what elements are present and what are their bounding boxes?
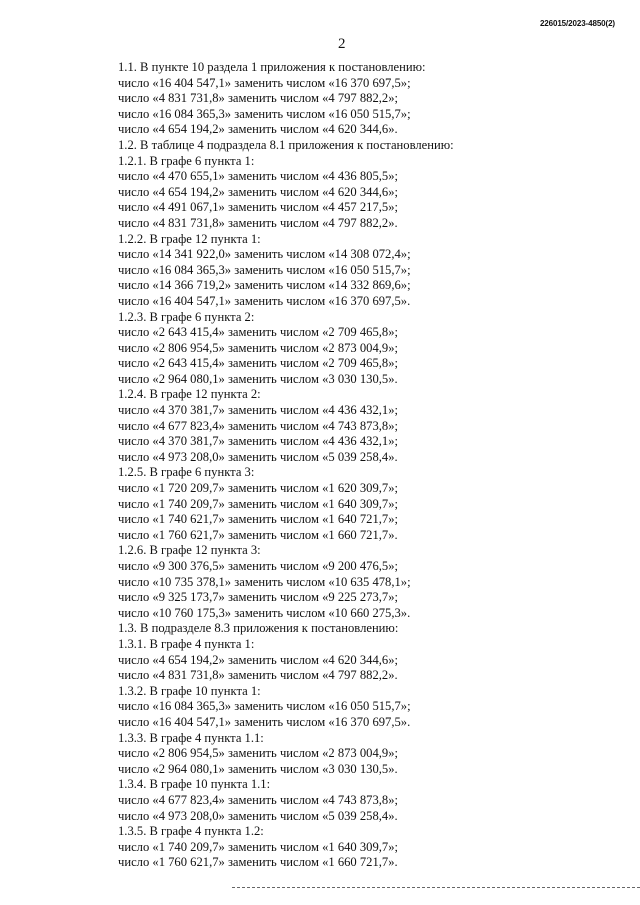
text-line: 1.3.4. В графе 10 пункта 1.1: — [118, 777, 271, 792]
text-line: число «4 831 731,8» заменить числом «4 797 882,2»; — [118, 91, 398, 106]
text-line: 1.2.5. В графе 6 пункта 3: — [118, 465, 255, 480]
text-line: число «4 370 381,7» заменить числом «4 436 432,1»; — [118, 434, 398, 449]
text-line: 1.3.5. В графе 4 пункта 1.2: — [118, 824, 264, 839]
text-line: число «14 341 922,0» заменить числом «14 308 072,4»; — [118, 247, 411, 262]
text-line: 1.2.4. В графе 12 пункта 2: — [118, 387, 261, 402]
text-line: число «2 806 954,5» заменить числом «2 873 004,9»; — [118, 340, 398, 355]
text-line: число «4 831 731,8» заменить числом «4 797 882,2». — [118, 668, 398, 683]
text-line: число «4 831 731,8» заменить числом «4 797 882,2». — [118, 215, 398, 230]
text-line: число «16 084 365,3» заменить числом «16 050 515,7»; — [118, 106, 411, 121]
text-line: число «4 677 823,4» заменить числом «4 743 873,8»; — [118, 792, 398, 807]
text-line: число «4 470 655,1» заменить числом «4 436 805,5»; — [118, 169, 398, 184]
text-line: число «9 300 376,5» заменить числом «9 200 476,5»; — [118, 559, 398, 573]
text-line: число «16 404 547,1» заменить числом «16 370 697,5». — [118, 293, 411, 308]
text-line: число «9 325 173,7» заменить числом «9 225 273,7»; — [118, 590, 398, 605]
text-line: 1.1. В пункте 10 раздела 1 приложения к постановлению: — [118, 60, 426, 74]
text-line: число «2 964 080,1» заменить числом «3 030 130,5». — [118, 761, 398, 776]
text-line: число «1 740 621,7» заменить числом «1 640 721,7»; — [118, 512, 398, 527]
text-line: число «1 740 209,7» заменить числом «1 640 309,7»; — [118, 496, 398, 511]
text-line: число «16 084 365,3» заменить числом «16 050 515,7»; — [118, 262, 411, 277]
text-line: число «16 404 547,1» заменить числом «16 370 697,5»; — [118, 75, 411, 90]
page-number: 2 — [338, 36, 346, 52]
text-line: число «2 806 954,5» заменить числом «2 873 004,9»; — [118, 746, 398, 761]
text-line: число «16 084 365,3» заменить числом «16 050 515,7»; — [118, 699, 411, 714]
text-line: число «4 973 208,0» заменить числом «5 039 258,4». — [118, 449, 398, 464]
document-number: 226015/2023-4850(2) — [539, 19, 615, 28]
text-line: число «2 964 080,1» заменить числом «3 030 130,5». — [118, 371, 398, 386]
text-line: число «1 760 621,7» заменить числом «1 660 721,7». — [118, 527, 398, 542]
text-line: 1.2.6. В графе 12 пункта 3: — [118, 543, 261, 558]
text-line: число «4 654 194,2» заменить числом «4 620 344,6». — [118, 122, 398, 137]
text-line: число «4 654 194,2» заменить числом «4 620 344,6»; — [118, 184, 398, 199]
text-line: 1.3.3. В графе 4 пункта 1.1: — [118, 730, 264, 745]
text-line: число «2 643 415,4» заменить числом «2 709 465,8»; — [118, 356, 398, 371]
text-line: число «4 973 208,0» заменить числом «5 039 258,4». — [118, 808, 398, 823]
text-line: число «4 677 823,4» заменить числом «4 743 873,8»; — [118, 418, 398, 433]
text-line: число «4 654 194,2» заменить числом «4 620 344,6»; — [118, 652, 398, 667]
text-line: число «1 740 209,7» заменить числом «1 640 309,7»; — [118, 839, 398, 854]
text-line: число «10 735 378,1» заменить числом «10 635 478,1»; — [118, 574, 411, 589]
text-line: 1.3.2. В графе 10 пункта 1: — [118, 683, 261, 698]
text-line: 1.2.3. В графе 6 пункта 2: — [118, 309, 255, 324]
text-line: число «10 760 175,3» заменить числом «10 660 275,3». — [118, 605, 411, 620]
text-line: 1.3. В подразделе 8.3 приложения к постановлению: — [118, 621, 399, 636]
text-line: число «16 404 547,1» заменить числом «16 370 697,5». — [118, 714, 411, 729]
text-line: 1.2. В таблице 4 подраздела 8.1 приложения к постановлению: — [118, 137, 454, 152]
text-line: число «4 491 067,1» заменить числом «4 457 217,5»; — [118, 200, 398, 215]
text-line: 1.3.1. В графе 4 пункта 1: — [118, 636, 255, 651]
text-line: число «1 720 209,7» заменить числом «1 620 309,7»; — [118, 481, 398, 496]
text-line: число «4 370 381,7» заменить числом «4 436 432,1»; — [118, 403, 398, 418]
text-line: число «14 366 719,2» заменить числом «14 332 869,6»; — [118, 278, 411, 293]
footer-divider — [232, 887, 640, 888]
document-body — [118, 60, 558, 871]
text-line: число «1 760 621,7» заменить числом «1 660 721,7». — [118, 855, 398, 870]
text-line: число «2 643 415,4» заменить числом «2 709 465,8»; — [118, 325, 398, 340]
text-line: 1.2.1. В графе 6 пункта 1: — [118, 153, 255, 168]
text-line: 1.2.2. В графе 12 пункта 1: — [118, 231, 261, 246]
